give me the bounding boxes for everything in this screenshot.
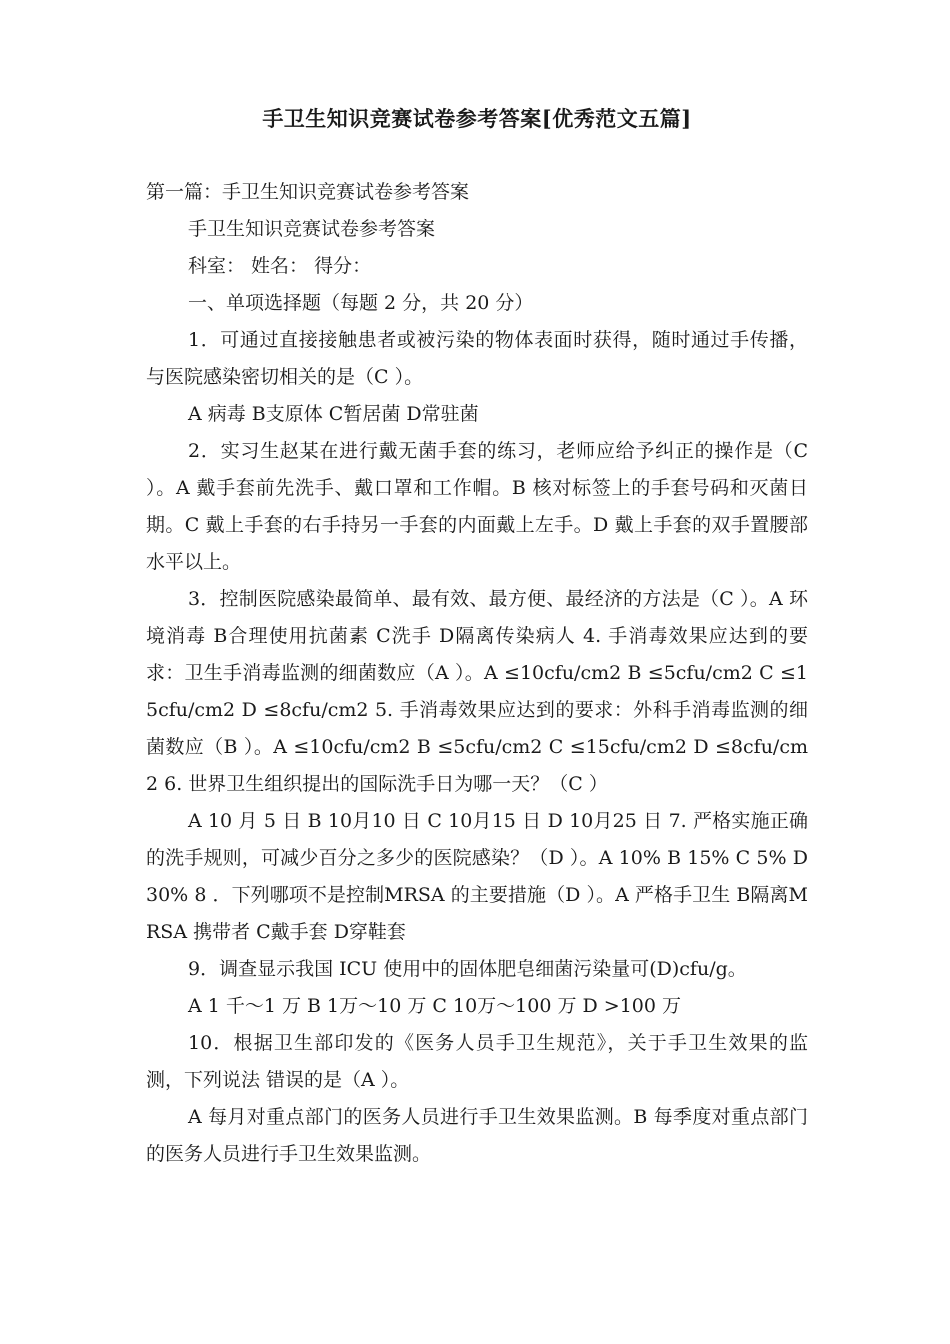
options-10: A 每月对重点部门的医务人员进行手卫生效果监测。B 每季度对重点部门的医务人员进行手卫生效果监测。 — [146, 1106, 808, 1165]
document-body — [146, 174, 808, 1173]
document-title: 手卫生知识竞赛试卷参考答案[优秀范文五篇] — [262, 106, 692, 131]
section-heading: 一、单项选择题（每题 2 分，共 20 分） — [188, 292, 534, 314]
paragraph: 手卫生知识竞赛试卷参考答案 — [188, 218, 436, 240]
options-1: A 病毒 B支原体 C暂居菌 D常驻菌 — [188, 403, 479, 425]
paragraph: 科室： 姓名： 得分： — [188, 255, 372, 277]
options-9: A 1 千～1 万 B 1万～10 万 C 10万～100 万 D >100 万 — [188, 995, 681, 1017]
question-10: 10．根据卫生部印发的《医务人员手卫生规范》，关于手卫生效果的监测，下列说法 错误的是（A ）。 — [146, 1032, 808, 1091]
questions-3-6: 3．控制医院感染最简单、最有效、最方便、最经济的方法是（C ）。A 环境消毒 B合理使用抗菌素 C洗手 D隔离传染病人 4. 手消毒效果应达到的要求：卫生手消毒监测的细菌数应（A ）。A ≤10cfu/cm2 B ≤5cfu/cm2 C ≤15cfu/cm2 D ≤8cfu/cm2 5. 手消毒效果应达到的要求：外科手消毒监测的细菌数应（B ）。A ≤10cfu/cm2 B ≤5cfu/cm2 C ≤15cfu/cm2 D ≤8cfu/cm2 6. 世界卫生组织提出的国际洗手日为哪一天？（C ） — [146, 588, 808, 795]
document-page — [146, 104, 808, 1173]
question-2: 2．实习生赵某在进行戴无菌手套的练习，老师应给予纠正的操作是（C ）。A 戴手套前先洗手、戴口罩和工作帽。B 核对标签上的手套号码和灭菌日期。C 戴上手套的右手持另一手套的内面戴上左手。D 戴上手套的双手置腰部水平以上。 — [146, 440, 808, 573]
question-9: 9．调查显示我国 ICU 使用中的固体肥皂细菌污染量可(D)cfu/g。 — [188, 958, 747, 980]
questions-6-8: A 10 月 5 日 B 10月10 日 C 10月15 日 D 10月25 日 7. 严格实施正确的洗手规则，可减少百分之多少的医院感染？（D ）。A 10% B 15% C 5% D 30% 8 ．下列哪项不是控制MRSA 的主要措施（D ）。A 严格手卫生 B隔离MRSA 携带者 C戴手套 D穿鞋套 — [146, 810, 808, 943]
question-1: 1．可通过直接接触患者或被污染的物体表面时获得，随时通过手传播，与医院感染密切相关的是（C ）。 — [146, 329, 808, 388]
paragraph: 第一篇：手卫生知识竞赛试卷参考答案 — [146, 181, 470, 203]
